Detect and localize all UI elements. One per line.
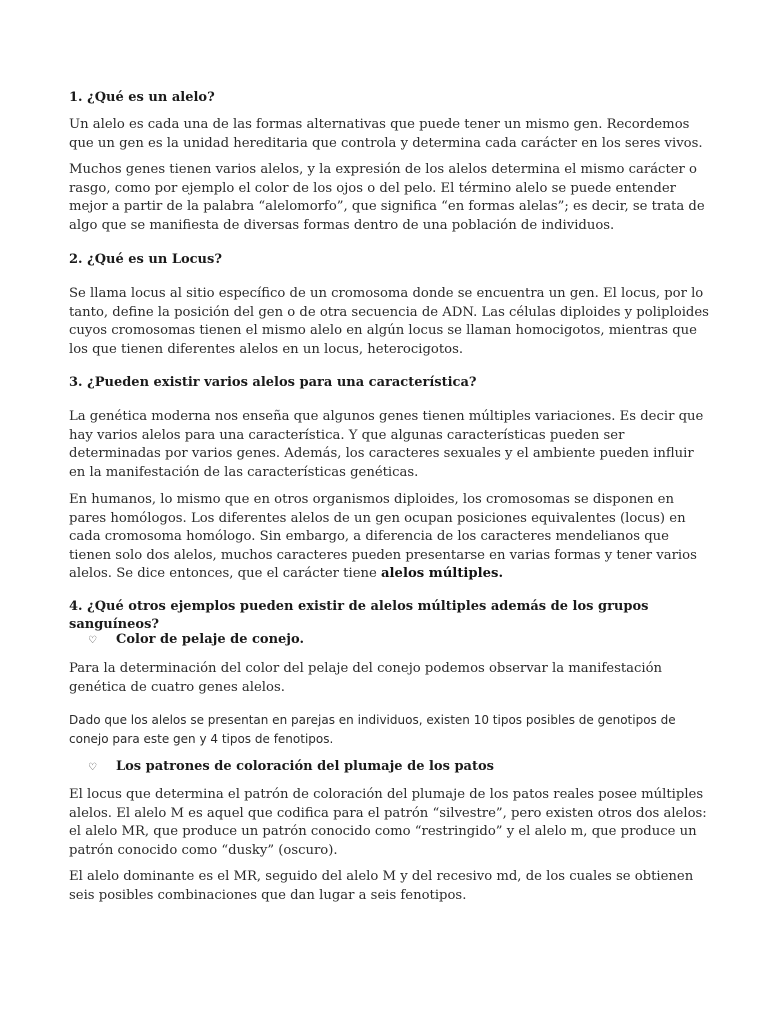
bullet-rabbit-fur [88,631,708,650]
q3-paragraph-2 [69,491,709,584]
duck-paragraph-1: El locus que determina el patrón de coloración del plumaje de los patos reales posee múltiples alelos. El alelo M es aquel que codifica para el patrón “silvestre”, pero existen otros dos alelos: el alelo MR, que produce un patrón conocido como “restringido” y el alelo m, que produce un patrón conocido como “dusky” (oscuro). [69,787,707,858]
bullet-duck-plumage-title: Los patrones de coloración del plumaje de los patos [116,759,494,774]
bullet-duck-plumage [88,758,708,777]
heart-bullet-icon: ♡ [88,635,97,646]
bullet-rabbit-fur-title: Color de pelaje de conejo. [116,632,304,647]
q3-paragraph-2-bold: alelos múltiples. [381,566,504,582]
heart-bullet-icon: ♡ [88,762,97,773]
q1-paragraph-1: Un alelo es cada una de las formas alternativas que puede tener un mismo gen. Recordemos que un gen es la unidad hereditaria que controla y determina cada carácter en los seres vivos. [69,117,703,151]
q1-paragraph-2: Muchos genes tienen varios alelos, y la expresión de los alelos determina el mismo carácter o rasgo, como por ejemplo el color de los ojos o del pelo. El término alelo se puede entender mejor a partir de la palabra “alelomorfo”, que significa “en formas alelas”; es decir, se trata de algo que se manifiesta de diversas formas dentro de una población de individuos. [69,162,705,233]
q4-heading: 4. ¿Qué otros ejemplos pueden existir de alelos múltiples además de los grupos sanguíneos? [69,599,649,632]
q3-paragraph-2-text: En humanos, lo mismo que en otros organismos diploides, los cromosomas se disponen en pares homólogos. Los diferentes alelos de un gen ocupan posiciones equivalentes (locus) en cada cromosoma homólogo. Sin embargo, a diferencia de los caracteres mendelianos que tienen solo dos alelos, muchos caracteres pueden presentarse en varias formas y tener varios alelos. Se dice entonces, que el carácter tiene [69,492,697,582]
q2-paragraph-1: Se llama locus al sitio específico de un cromosoma donde se encuentra un gen. El locus, por lo tanto, define la posición del gen o de otra secuencia de ADN. Las células diploides y poliploides cuyos cromosomas tienen el mismo alelo en algún locus se llaman homocigotos, mientras que los que tienen diferentes alelos en un locus, heterocigotos. [69,286,709,357]
rabbit-paragraph-1: Para la determinación del color del pelaje del conejo podemos observar la manifestación genética de cuatro genes alelos. [69,661,663,695]
q1-heading: 1. ¿Qué es un alelo? [69,90,215,105]
q2-heading: 2. ¿Qué es un Locus? [69,252,222,267]
duck-paragraph-2: El alelo dominante es el MR, seguido del alelo M y del recesivo md, de los cuales se obtienen seis posibles combinaciones que dan lugar a seis fenotipos. [69,869,694,903]
rabbit-paragraph-2: Dado que los alelos se presentan en parejas en individuos, existen 10 tipos posibles de genotipos de conejo para este gen y 4 tipos de fenotipos. [69,713,676,746]
q3-heading: 3. ¿Pueden existir varios alelos para una característica? [69,375,477,390]
q3-paragraph-1: La genética moderna nos enseña que algunos genes tienen múltiples variaciones. Es decir que hay varios alelos para una característica. Y que algunas características pueden ser determinadas por varios genes. Además, los caracteres sexuales y el ambiente pueden influir en la manifestación de las características genéticas. [69,409,704,480]
